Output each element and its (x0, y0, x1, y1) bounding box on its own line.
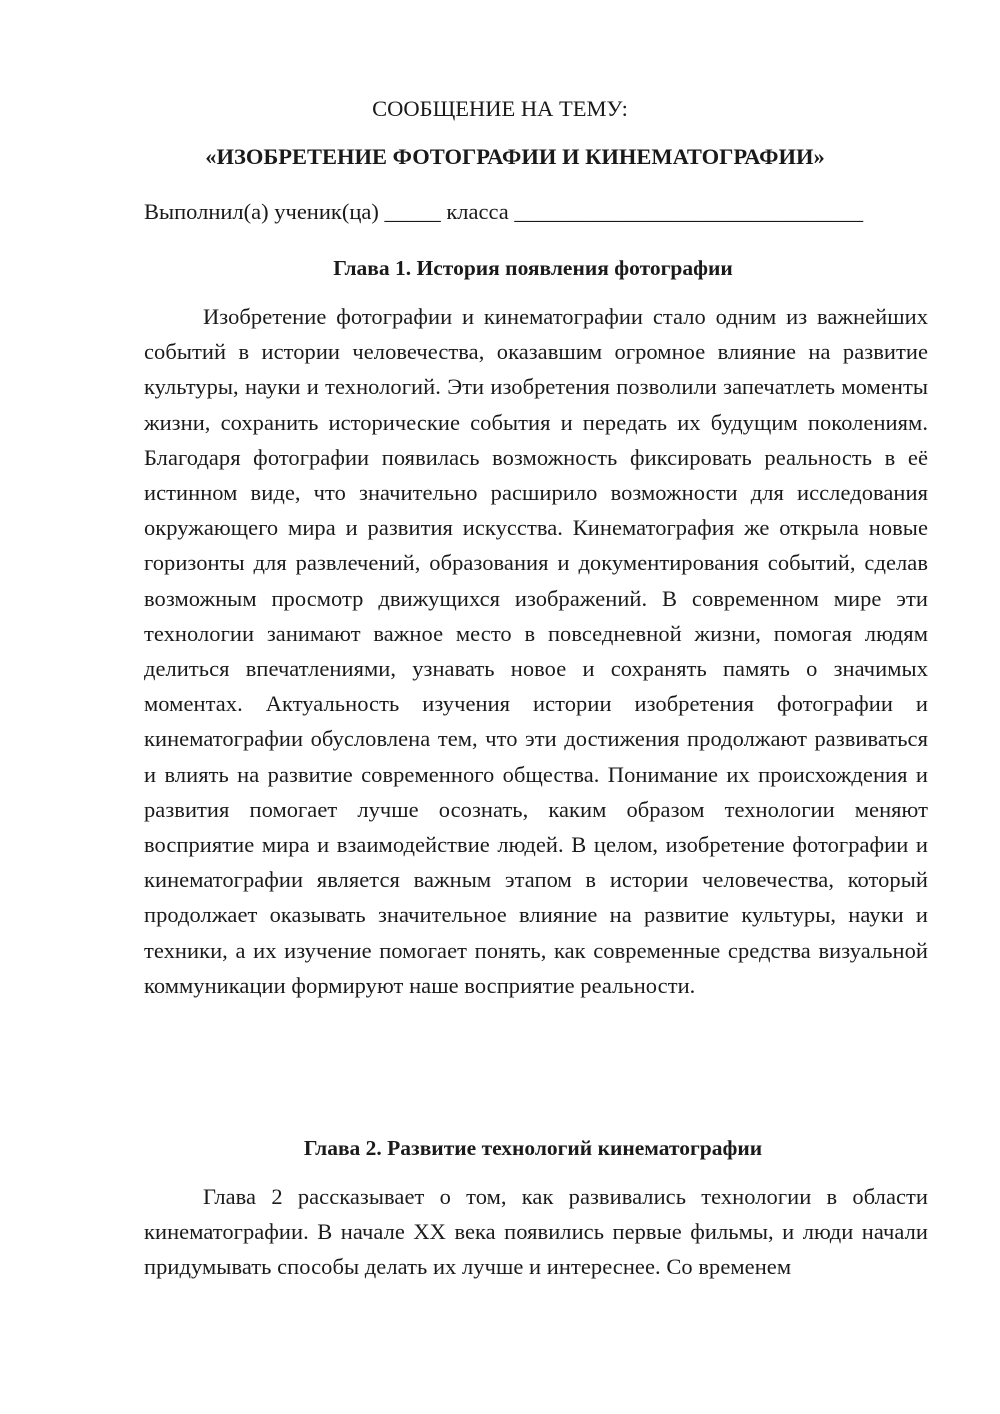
chapter-2-heading: Глава 2. Развитие технологий кинематографии (303, 1136, 763, 1160)
document-subject: СООБЩЕНИЕ НА ТЕМУ: (372, 96, 628, 121)
chapter-2-paragraph: Глава 2 рассказывает о том, как развивались технологии в области кинематографии. В начале XX века появились первые фильмы, и люди начали придумывать способы делать их лучше и интереснее. Со временем (144, 1184, 928, 1280)
chapter-1-paragraph: Изобретение фотографии и кинематографии стало одним из важнейших событий в истории человечества, оказавшим огромное влияние на развитие культуры, науки и технологий. Эти изобретения позволили запечатлеть моменты жизни, сохранить исторические события и передать их будущим поколениям. Благодаря фотографии появилась возможность фиксировать реальность в её истинном виде, что значительно расширило возможности для исследования окружающего мира и развития искусства. Кинематография же открыла новые горизонты для развлечений, образования и документирования событий, сделав возможным просмотр движущихся изображений. В современном мире эти технологии занимают важное место в повседневной жизни, помогая людям делиться впечатлениями, узнавать новое и сохранять память о значимых моментах. Актуальность изучения истории изобретения фотографии и кинематографии обусловлена тем, что эти достижения продолжают развиваться и влиять на развитие современного общества. Понимание их происхождения и развития помогает лучше осознать, каким образом технологии меняют восприятие мира и взаимодействие людей. В целом, изобретение фотографии и кинематографии является важным этапом в истории человечества, который продолжает оказывать значительное влияние на развитие культуры, науки и техники, а их изучение помогает понять, как современные средства визуальной коммуникации формируют наше восприятие реальности. (144, 304, 928, 998)
chapter-1-heading: Глава 1. История появления фотографии (333, 256, 733, 280)
author-line: Выполнил(а) ученик(ца) _____ класса _______________________________ (144, 199, 864, 224)
document-title: «ИЗОБРЕТЕНИЕ ФОТОГРАФИИ И КИНЕМАТОГРАФИИ» (205, 144, 825, 169)
